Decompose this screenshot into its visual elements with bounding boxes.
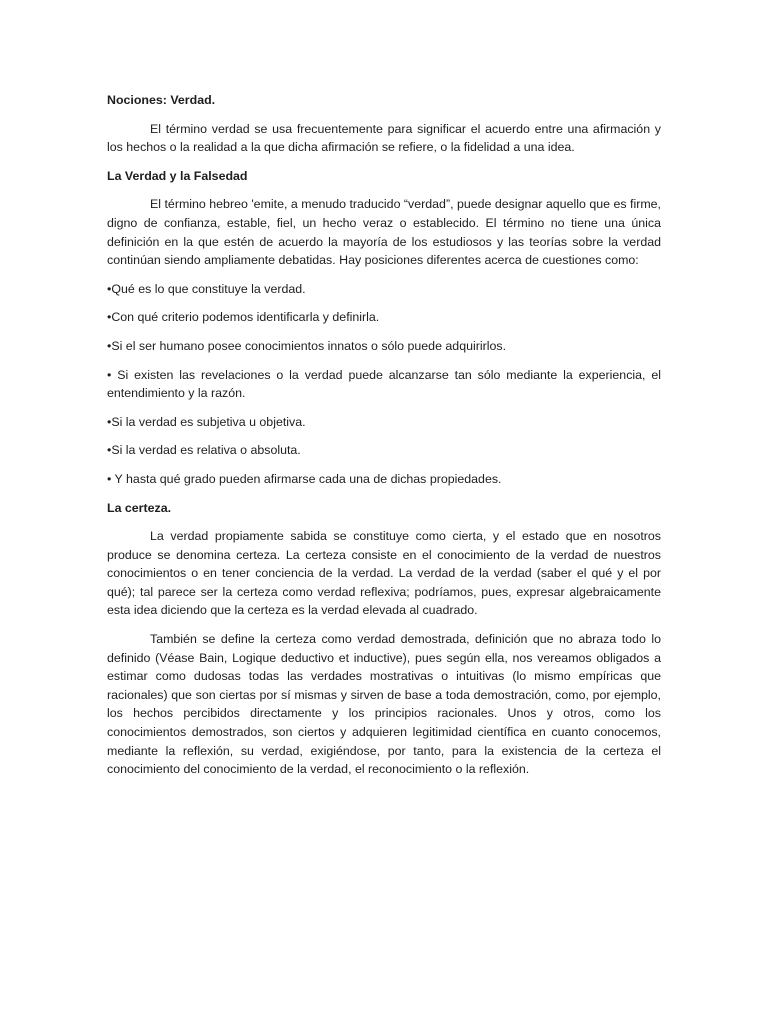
- bullet-item: •Con qué criterio podemos identificarla y definirla.: [107, 310, 380, 325]
- bullet-item: • Y hasta qué grado pueden afirmarse cada una de dichas propiedades.: [107, 471, 502, 486]
- bullet-item: •Si la verdad es subjetiva u objetiva.: [107, 414, 306, 429]
- section-heading-certeza: La certeza.: [107, 500, 172, 515]
- bullet-item: • Si existen las revelaciones o la verdad puede alcanzarse tan sólo mediante la experiencia, el entendimiento y la razón.: [107, 367, 661, 401]
- certeza-paragraph-1: La verdad propiamente sabida se constituye como cierta, y el estado que en nosotros produce se denomina certeza. La certeza consiste en el conocimiento de la verdad de nuestros conocimientos o en tener conciencia de la verdad. La verdad de la verdad (saber el qué y el por qué); tal parece ser la certeza como verdad reflexiva; podríamos, pues, expresar algebraicamente esta idea diciendo que la certeza es la verdad elevada al cuadrado.: [107, 529, 661, 618]
- bullet-item: •Qué es lo que constituye la verdad.: [107, 281, 306, 296]
- bullet-item: •Si el ser humano posee conocimientos innatos o sólo puede adquirirlos.: [107, 338, 507, 353]
- bullet-item: •Si la verdad es relativa o absoluta.: [107, 443, 301, 458]
- section-heading-verdad-falsedad: La Verdad y la Falsedad: [107, 168, 248, 183]
- intro-paragraph: El término verdad se usa frecuentemente para significar el acuerdo entre una afirmación y los hechos o la realidad a la que dicha afirmación se refiere, o la fidelidad a una idea.: [107, 121, 661, 155]
- document-page: [107, 91, 661, 789]
- document-title: Nociones: Verdad.: [107, 93, 216, 107]
- section-paragraph-verdad: El término hebreo 'emite, a menudo traducido “verdad”, puede designar aquello que es firme, digno de confianza, estable, fiel, un hecho veraz o establecido. El término no tiene una única definición en la que estén de acuerdo la mayoría de los estudiosos y las teorías sobre la verdad continúan siendo ampliamente debatidas. Hay posiciones diferentes acerca de cuestiones como:: [107, 197, 661, 268]
- certeza-paragraph-2: También se define la certeza como verdad demostrada, definición que no abraza todo lo definido (Véase Bain, Logique deductivo et inductive), pues según ella, nos vereamos obligados a estimar como dudosas todas las verdades mostrativas o intuitivas (lo mismo empíricas que racionales) que son ciertas por sí mismas y sirven de base a toda demostración, como, por ejemplo, los hechos percibidos directamente y los principios racionales. Unos y otros, como los conocimientos demostrados, son ciertos y adquieren legitimidad científica en cuanto conocemos, mediante la reflexión, su verdad, exigiéndose, por tanto, para la existencia de la certeza el conocimiento del conocimiento de la verdad, el reconocimiento o la reflexión.: [107, 632, 661, 777]
